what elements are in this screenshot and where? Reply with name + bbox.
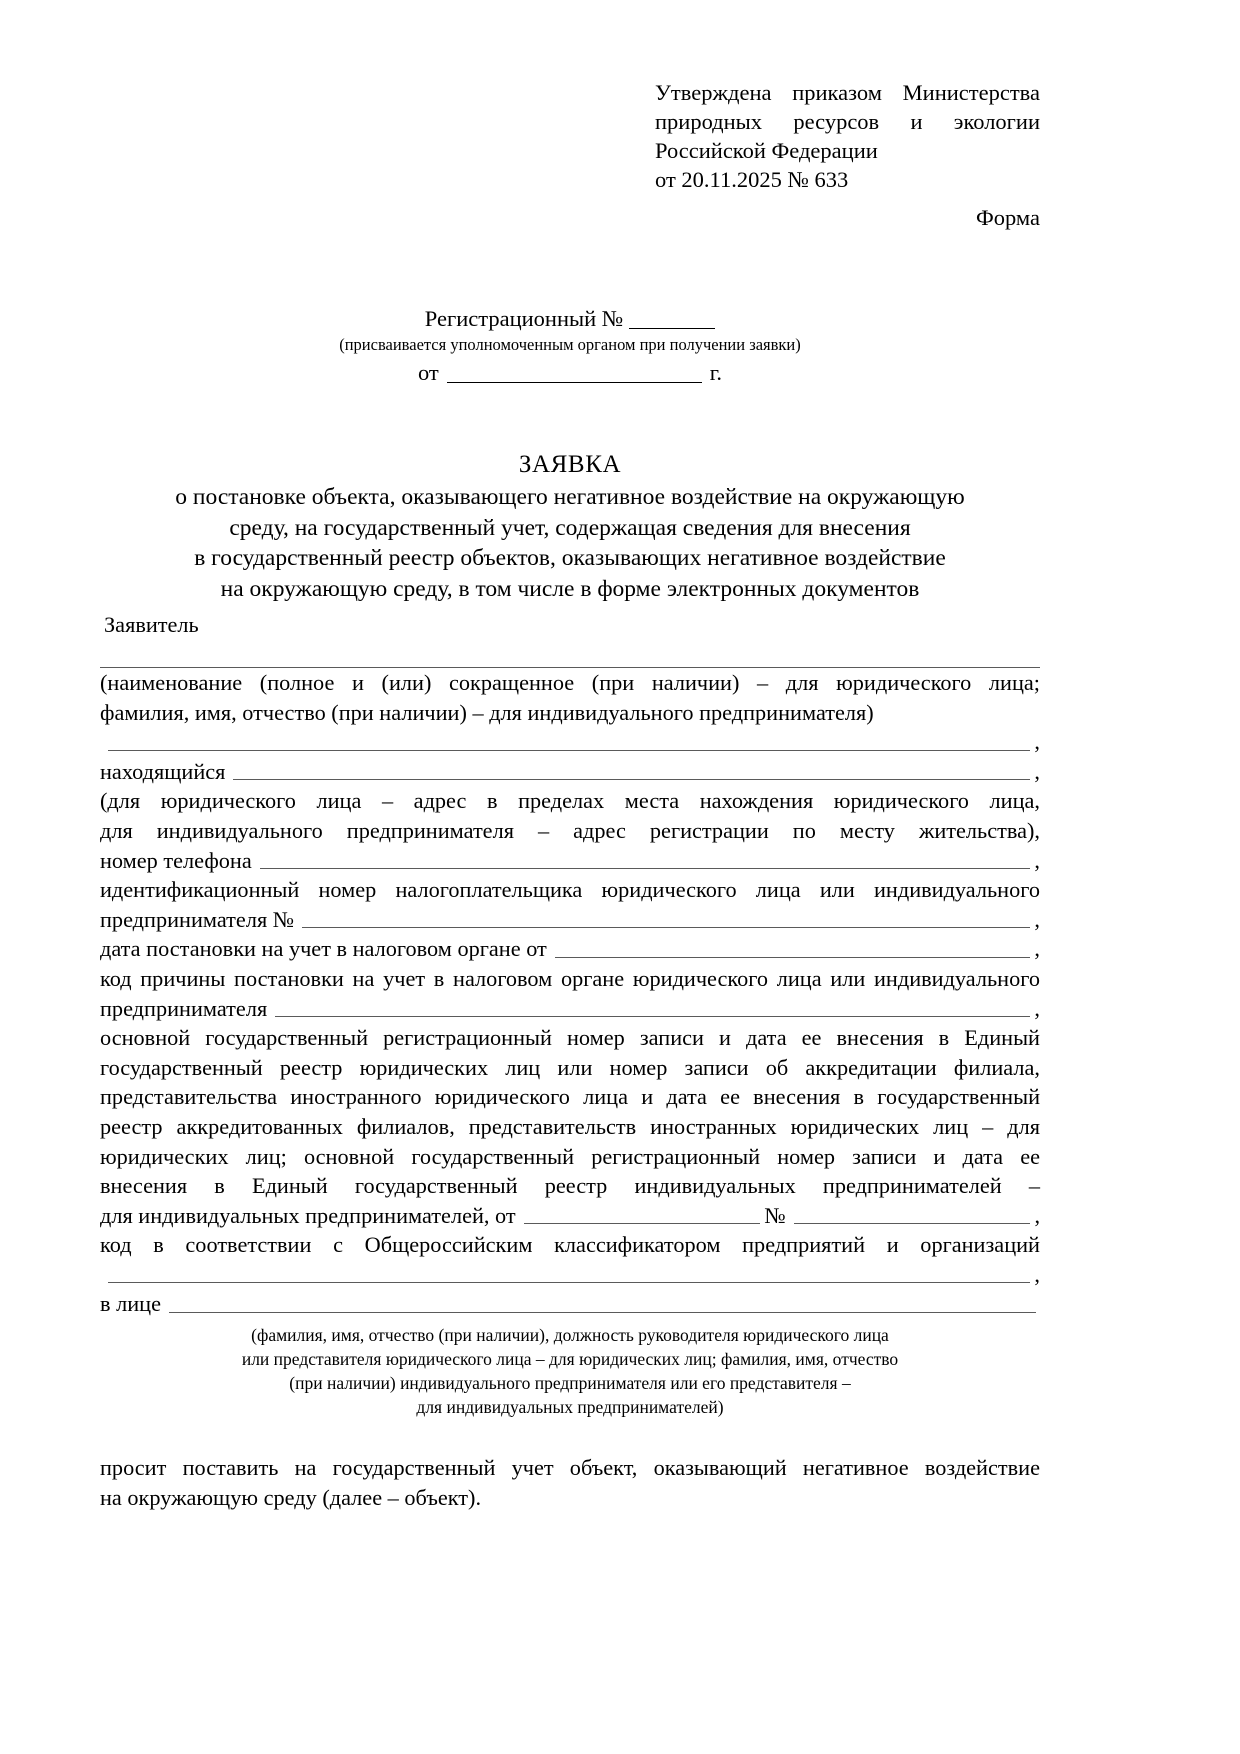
ogrn-number-label: № bbox=[764, 1202, 786, 1228]
page-subtitle bbox=[100, 482, 1040, 604]
approval-line-4: от 20.11.2025 № 633 bbox=[655, 167, 849, 192]
registration-note: (присваивается уполномоченным органом при получении заявки) bbox=[339, 335, 801, 354]
phone-row bbox=[100, 846, 1040, 876]
subtitle-line-1: о постановке объекта, оказывающего негативное воздействие на окружающую bbox=[175, 484, 965, 510]
subtitle-line-4: на окружающую среду, в том числе в форме электронных документов bbox=[220, 575, 920, 602]
applicant-caption-line-2: фамилия, имя, отчество (при наличии) – для индивидуального предпринимателя) bbox=[100, 699, 874, 725]
in-person-field[interactable] bbox=[169, 1312, 1036, 1313]
registration-date-prefix: от bbox=[417, 360, 439, 385]
closing-line-1: просит поставить на государственный учет объект, оказывающий негативное воздействие bbox=[100, 1455, 1040, 1481]
comma-6: , bbox=[1034, 995, 1040, 1021]
approval-line-3: Российской Федерации bbox=[655, 138, 878, 163]
inn-caption-line-1: идентификационный номер налогоплательщика юридического лица или индивидуального bbox=[100, 877, 1040, 903]
ogrn-line-5: юридических лиц; основной государственный регистрационный номер записи и дата ее bbox=[100, 1143, 1040, 1169]
applicant-label: Заявитель bbox=[104, 612, 199, 637]
okpo-row bbox=[100, 1260, 1040, 1290]
kpp-row bbox=[100, 994, 1040, 1024]
in-person-caption-line-4: для индивидуальных предпринимателей) bbox=[416, 1397, 724, 1418]
in-person-row bbox=[100, 1289, 1040, 1319]
comma-1: , bbox=[1034, 729, 1040, 755]
applicant-caption-line-1: (наименование (полное и (или) сокращенное (при наличии) – для юридического лица; bbox=[100, 670, 1040, 695]
ogrn-line-1: основной государственный регистрационный номер записи и дата ее внесения в Единый bbox=[100, 1025, 1040, 1051]
ogrn-date-field[interactable] bbox=[524, 1223, 761, 1224]
address-caption-line-1: (для юридического лица – адрес в пределах места нахождения юридического лица, bbox=[100, 788, 1040, 814]
phone-label: номер телефона bbox=[100, 847, 252, 873]
in-person-caption-line-3: (при наличии) индивидуального предпринимателя или его представителя – bbox=[289, 1373, 851, 1394]
okpo-field[interactable] bbox=[108, 1282, 1030, 1283]
ogrn-date-row bbox=[100, 1201, 1040, 1231]
ogrn-number-field[interactable] bbox=[794, 1223, 1031, 1224]
located-label: находящийся bbox=[100, 758, 226, 784]
kpp-label: предпринимателя bbox=[100, 995, 268, 1021]
okpo-line-1: код в соответствии с Общероссийским классификатором предприятий и организаций bbox=[100, 1232, 1040, 1258]
registration-date-row bbox=[100, 358, 1040, 388]
approval-line-2: природных ресурсов и экологии bbox=[655, 109, 1040, 134]
subtitle-line-3: в государственный реестр объектов, оказывающих негативное воздействие bbox=[194, 545, 946, 571]
registration-date-field[interactable] bbox=[447, 382, 702, 383]
applicant-continuation-row bbox=[100, 727, 1040, 757]
in-person-caption-line-2: или представителя юридического лица – для юридических лиц; фамилия, имя, отчество bbox=[241, 1349, 899, 1370]
address-caption-line-2: для индивидуального предпринимателя – адрес регистрации по месту жительства), bbox=[100, 817, 1040, 843]
ogrn-line-6: внесения в Единый государственный реестр индивидуальных предпринимателей – bbox=[100, 1173, 1040, 1199]
in-person-caption bbox=[100, 1323, 1040, 1419]
comma-4: , bbox=[1034, 906, 1040, 932]
tax-date-label: дата постановки на учет в налоговом органе от bbox=[100, 936, 547, 962]
comma-3: , bbox=[1034, 847, 1040, 873]
registration-date-suffix: г. bbox=[709, 360, 723, 385]
in-person-caption-line-1: (фамилия, имя, отчество (при наличии), должность руководителя юридического лица bbox=[251, 1325, 889, 1346]
closing-paragraph bbox=[100, 1453, 1040, 1512]
registration-number-row bbox=[100, 305, 1040, 333]
in-person-label: в лице bbox=[100, 1291, 161, 1317]
kpp-caption-line-1: код причины постановки на учет в налоговом органе юридического лица или индивидуального bbox=[100, 965, 1040, 991]
ogrn-line-2: государственный реестр юридических лиц или номер записи об аккредитации филиала, bbox=[100, 1054, 1040, 1080]
approval-block bbox=[655, 78, 1040, 194]
comma-8: , bbox=[1034, 1261, 1040, 1287]
tax-date-row bbox=[100, 934, 1040, 964]
located-field[interactable] bbox=[233, 779, 1030, 780]
ogrn-date-label: для индивидуальных предпринимателей, от bbox=[100, 1202, 516, 1228]
ogrn-line-3: представительства иностранного юридического лица и дата ее внесения в государственный bbox=[100, 1084, 1040, 1110]
closing-line-2: на окружающую среду (далее – объект). bbox=[100, 1484, 482, 1510]
comma-7: , bbox=[1034, 1202, 1041, 1228]
applicant-continuation-field[interactable] bbox=[108, 750, 1030, 751]
located-row bbox=[100, 757, 1040, 787]
phone-field[interactable] bbox=[260, 868, 1031, 869]
registration-number-field[interactable] bbox=[629, 328, 715, 329]
kpp-field[interactable] bbox=[275, 1016, 1030, 1017]
registration-block bbox=[100, 305, 1040, 388]
registration-number-label: Регистрационный № bbox=[424, 306, 624, 331]
form-label: Форма bbox=[975, 205, 1040, 230]
form-body bbox=[100, 610, 1040, 1512]
inn-field[interactable] bbox=[302, 927, 1030, 928]
comma-5: , bbox=[1034, 936, 1040, 962]
inn-row bbox=[100, 905, 1040, 935]
approval-line-1: Утверждена приказом Министерства bbox=[655, 80, 1040, 105]
inn-label: предпринимателя № bbox=[100, 906, 295, 932]
subtitle-line-2: среду, на государственный учет, содержащая сведения для внесения bbox=[229, 514, 911, 541]
comma-2: , bbox=[1034, 758, 1040, 784]
page-title: ЗАЯВКА bbox=[518, 451, 622, 478]
tax-date-field[interactable] bbox=[555, 957, 1031, 958]
ogrn-line-4: реестр аккредитованных филиалов, представительств иностранных юридических лиц – для bbox=[100, 1113, 1040, 1139]
